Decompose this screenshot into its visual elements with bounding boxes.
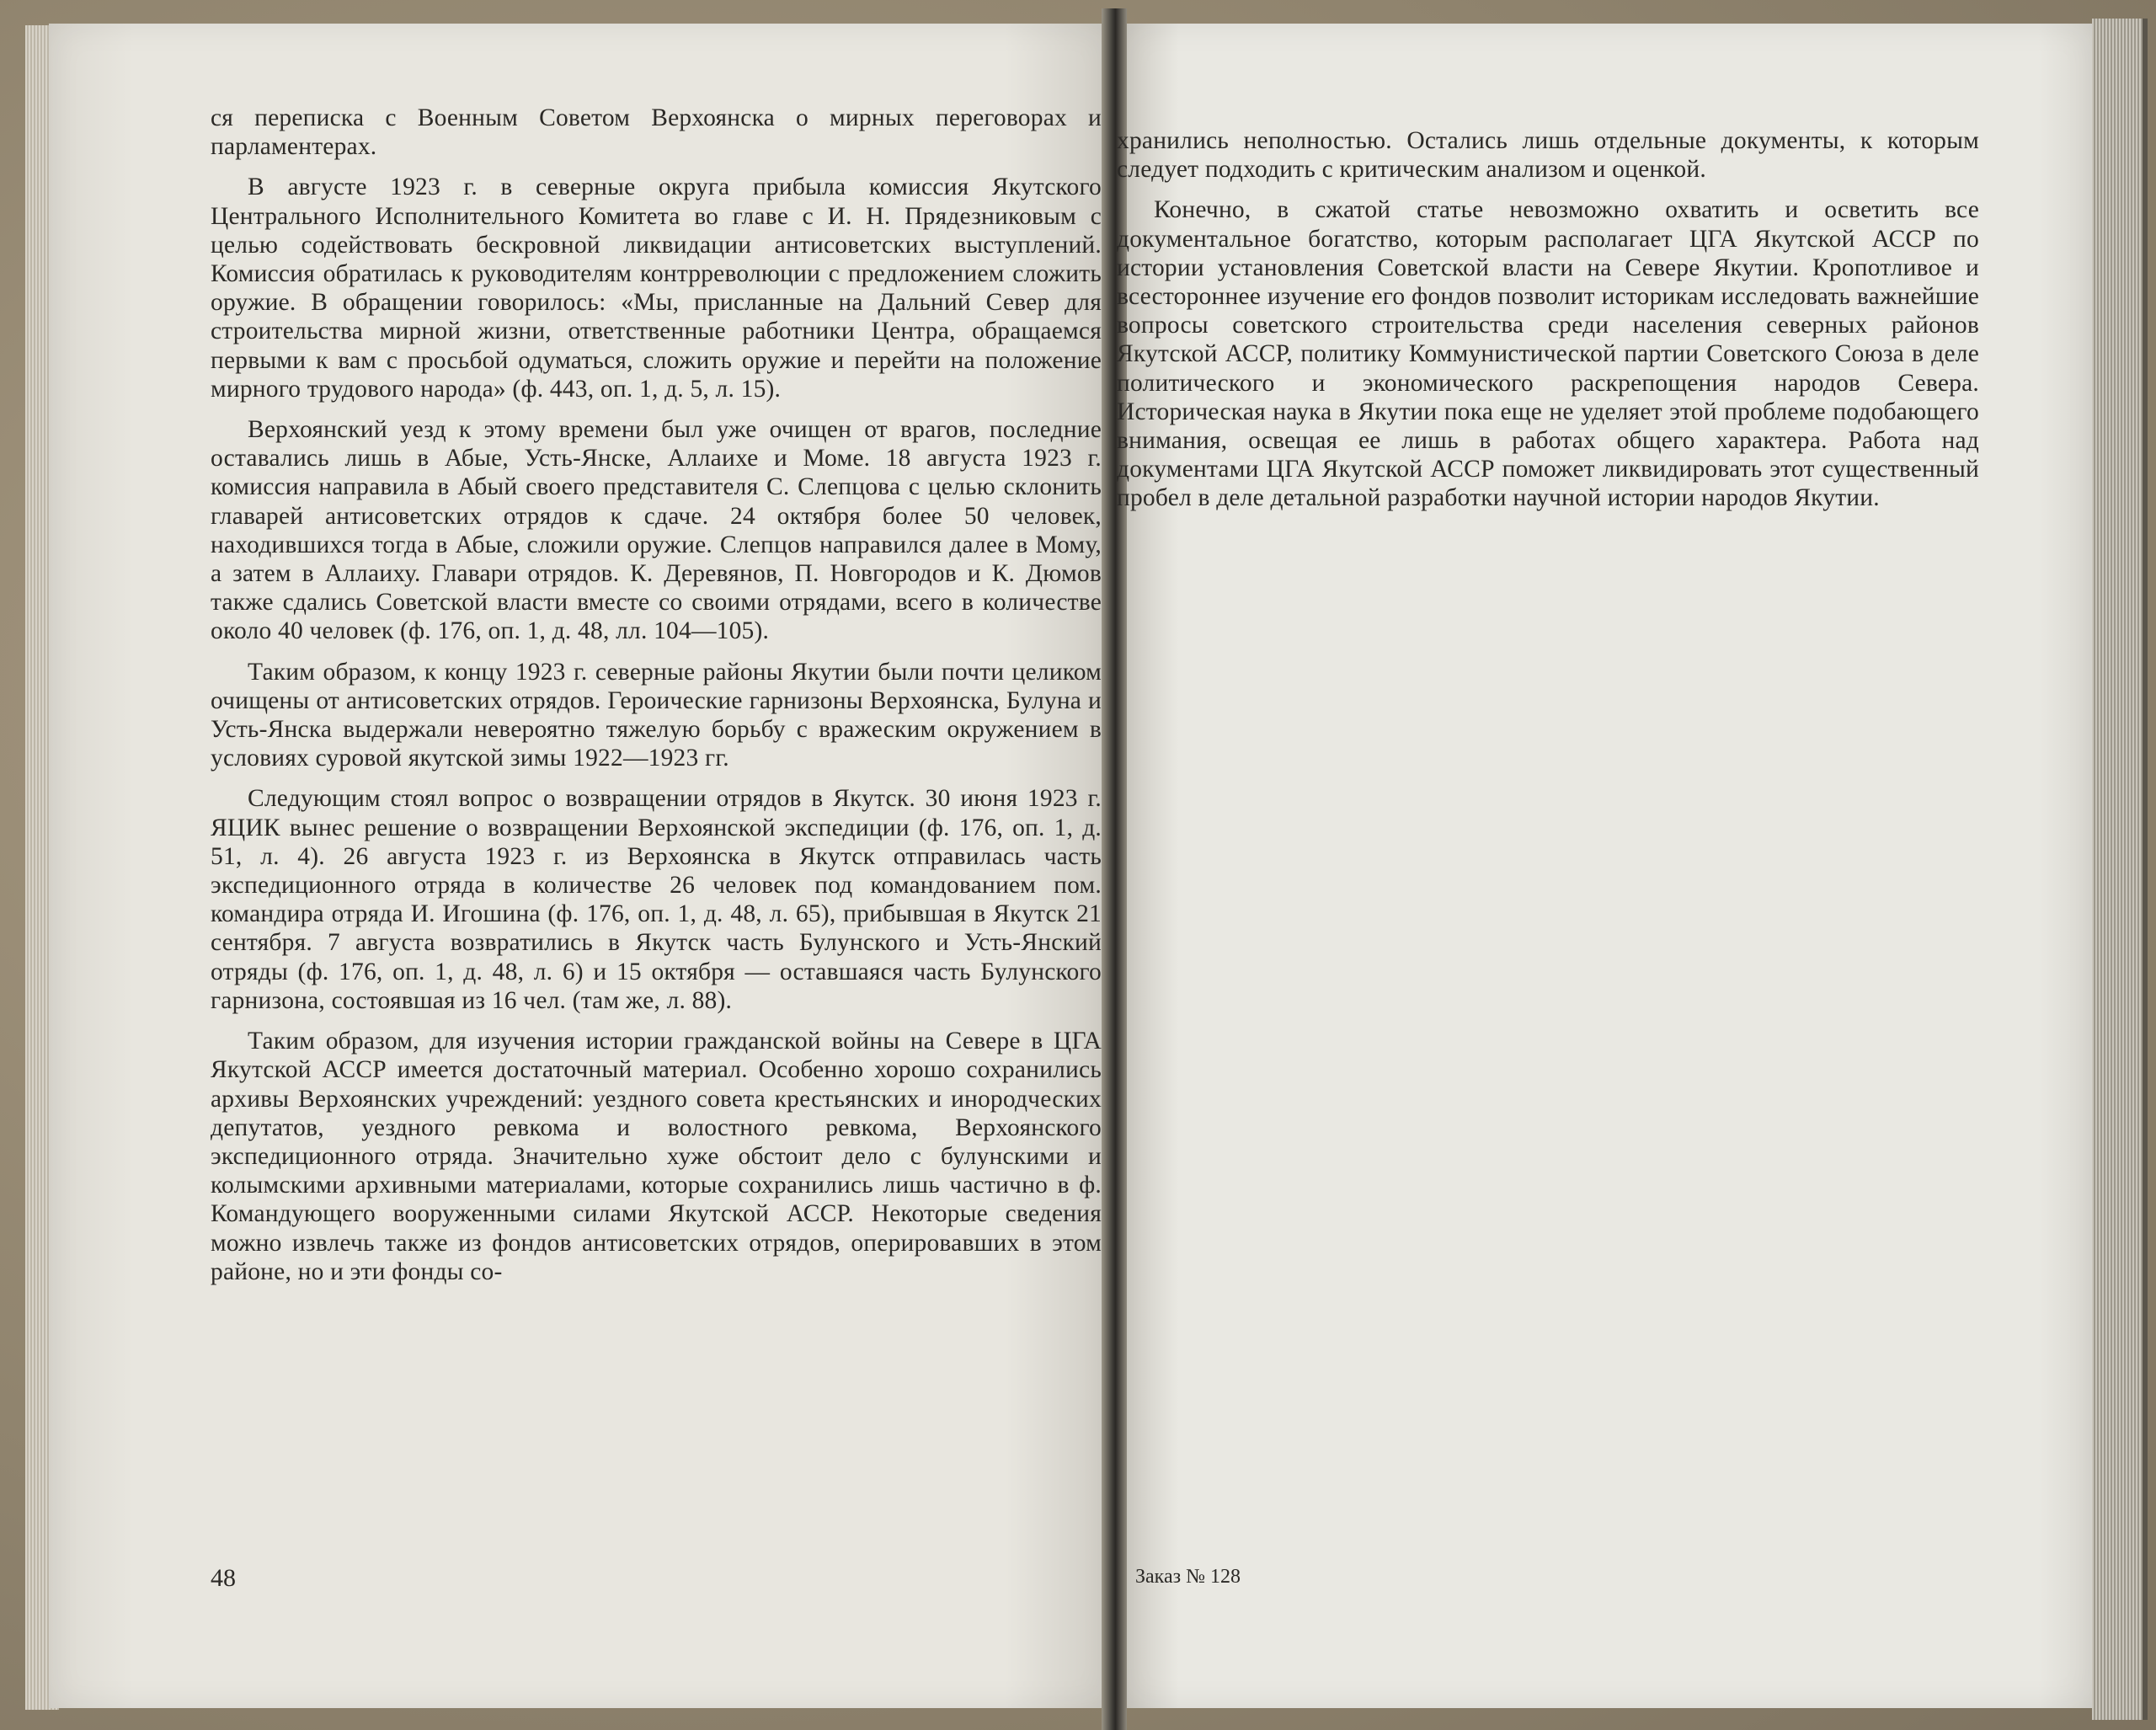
right-page-text <box>1117 126 1979 513</box>
left-paragraph-6: Таким образом, для изучения истории гражданской войны на Севере в ЦГА Якутской АССР имеется достаточный материал. Особенно хорошо сохранились архивы Верхоянских учреждений: уездного совета крестьянских и инородческих депутатов, уездного ревкома и волостного ревкома, Верхоянского экспедиционного отряда. Значительно хуже обстоит дело с булунскими и колымскими архивными материалами, которые сохранились лишь частично в ф. Командующего вооруженными силами Якутской АССР. Некоторые сведения можно извлечь также из фондов антисоветских отрядов, оперировавших в этом районе, но и эти фонды со- <box>211 1028 1102 1285</box>
left-paragraph-1: ся переписка с Военным Советом Верхоянска о мирных переговорах и парламентерах. <box>211 104 1102 161</box>
left-page-text <box>211 104 1102 1286</box>
right-paragraph-1: хранились неполностью. Остались лишь отдельные документы, к которым следует подходить с критическим анализом и оценкой. <box>1117 127 1979 184</box>
left-paragraph-3: Верхоянский уезд к этому времени был уже очищен от врагов, последние оставались лишь в Абые, Усть-Янске, Аллаихе и Моме. 18 августа 1923 г. комиссия направила в Абый своего представителя С. Слепцова с целью склонить главарей антисоветских отрядов к сдаче. 24 октября более 50 человек, находившихся тогда в Абые, сложили оружие. Слепцов направился далее в Мому, а затем в Аллаиху. Главари отрядов. К. Деревянов, П. Новгородов и К. Дюмов также сдались Советской власти вместе со своими отрядами, всего в количестве около 40 человек (ф. 176, оп. 1, д. 48, лл. 104—105). <box>211 416 1102 645</box>
left-paragraph-2: В августе 1923 г. в северные округа прибыла комиссия Якутского Центрального Исполнительного Комитета во главе с И. Н. Прядезниковым с целью содействовать бескровной ликвидации антисоветских выступлений. Комиссия обратилась к руководителям контрреволюции с предложением сложить оружие. В обращении говорилось: «Мы, присланные на Дальний Север для строительства мирной жизни, ответственные работники Центра, обращаемся первыми к вам с просьбой одуматься, сложить оружие и перейти на положение мирного трудового народа» (ф. 443, оп. 1, д. 5, л. 15). <box>211 174 1102 403</box>
right-page-edges <box>2092 19 2148 1720</box>
right-paragraph-2: Конечно, в сжатой статье невозможно охватить и осветить все документальное богатство, которым располагает ЦГА Якутской АССР по истории установления Советской власти на Севере Якутии. Кропотливое и всестороннее изучение его фондов позволит историкам исследовать важнейшие вопросы советского строительства среди населения северных районов Якутской АССР, политику Коммунистической партии Советского Союза в деле политического и экономического раскрепощения народов Севера. Историческая наука в Якутии пока еще не уделяет этой проблеме подобающего внимания, освещая ее лишь в работах общего характера. Работа над документами ЦГА Якутской АССР поможет ликвидировать этот существенный пробел в деле детальной разработки научной истории народов Якутии. <box>1117 196 1979 512</box>
left-paragraph-4: Таким образом, к концу 1923 г. северные районы Якутии были почти целиком очищены от антисоветских отрядов. Героические гарнизоны Верхоянска, Булуна и Усть-Янска выдержали невероятно тяжелую борьбу с вражеским окружением в условиях суровой якутской зимы 1922—1923 гг. <box>211 658 1102 772</box>
page-number: 48 <box>211 1564 236 1592</box>
order-footer: Заказ № 128 <box>1135 1566 1241 1588</box>
left-paragraph-5: Следующим стоял вопрос о возвращении отрядов в Якутск. 30 июня 1923 г. ЯЦИК вынес решение о возвращении Верхоянской экспедиции (ф. 176, оп. 1, д. 51, л. 4). 26 августа 1923 г. из Верхоянска в Якутск отправилась часть экспедиционного отряда в количестве 26 человек под командованием пом. командира отряда И. Игошина (ф. 176, оп. 1, д. 48, л. 65), прибывшая в Якутск 21 сентября. 7 августа возвратились в Якутск часть Булунского и Усть-Янский отряды (ф. 176, оп. 1, д. 48, л. 6) и 15 октября — оставшаяся часть Булунского гарнизона, состоявшая из 16 чел. (там же, л. 88). <box>211 785 1102 1014</box>
